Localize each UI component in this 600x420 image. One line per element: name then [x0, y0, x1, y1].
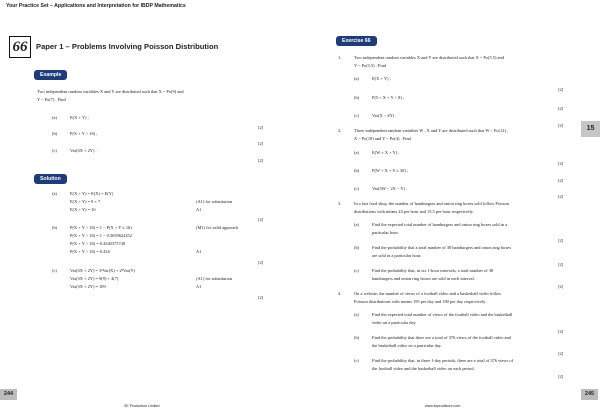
example-part-c-label: (c) — [52, 148, 57, 153]
example-part-c-mark: [2] — [258, 158, 264, 163]
q3-part-c-mark: [2] — [558, 284, 564, 289]
q4-part-b-label: (b) — [354, 335, 360, 340]
q2-part-c-label: (c) — [354, 186, 359, 191]
q2-part-c-text: Var(3W − 2X − Y) . — [372, 186, 408, 191]
solution-c-line2: Var(3X + 2Y) = 9(9) + 4(7) — [70, 276, 119, 281]
q2-part-b-label: (b) — [354, 168, 360, 173]
solution-b-line4: P(X + Y > 16) = 0.434 — [70, 249, 110, 254]
q3-part-c-label: (c) — [354, 268, 359, 273]
solution-b-mark: [2] — [258, 260, 264, 265]
solution-b-line2: P(X + Y > 16) = 1 − 0.5659624252 — [70, 233, 132, 238]
q2-part-b-mark: [2] — [558, 178, 564, 183]
example-part-b-label: (b) — [52, 131, 58, 136]
q4-part-c-label: (c) — [354, 358, 359, 363]
solution-a-mark: [2] — [258, 217, 264, 222]
solution-c-note1: (A1) for substitution — [196, 276, 233, 281]
exercise-tag: Exercise 66 — [336, 36, 377, 46]
solution-b-line3: P(X + Y > 16) = 0.4340375748 — [70, 241, 126, 246]
q4-stem-line1: On a website, the number of views of a football video and a basketball video follow — [354, 291, 502, 296]
right-page-number: 245 — [581, 389, 598, 400]
example-intro-line2: Y ~ Po(7) . Find — [37, 97, 66, 102]
example-tag: Example — [34, 70, 67, 80]
q2-part-a-label: (a) — [354, 150, 359, 155]
website-footer: www.seprodstore.com — [425, 404, 461, 408]
q2-part-a-text: E(W + X + Y) ; — [372, 150, 400, 155]
example-part-a-mark: [2] — [258, 125, 264, 130]
q3-part-b-mark: [2] — [558, 262, 564, 267]
chapter-side-tab: 15 — [581, 121, 600, 137]
q2-stem-line2: X ~ Po(18) and Y ~ Po(4) . Find — [354, 136, 411, 141]
solution-tag: Solution — [34, 174, 67, 184]
solution-a-note2: A1 — [196, 207, 202, 212]
q1-part-a-mark: [2] — [558, 87, 564, 92]
q1-part-c-mark: [2] — [558, 123, 564, 128]
q4-part-a-mark: [2] — [558, 329, 564, 334]
q4-part-a-text-line1: Find the expected total number of views of the football video and the basketball — [372, 312, 513, 317]
q4-part-c-text-line2: the football video and the basketball video on each period. — [372, 366, 475, 371]
q2-part-a-mark: [2] — [558, 161, 564, 166]
solution-a-line1: E(X + Y) = E(X) + E(Y) — [70, 191, 114, 196]
q3-part-b-label: (b) — [354, 245, 360, 250]
publisher-footer: SE Production Limited — [124, 404, 160, 408]
q3-stem-line1: In a fast food shop, the number of hamburgers and onion ring boxes sold follow Poisson — [354, 201, 510, 206]
q3-stem-line2: distributions with means 24 per hour and 15.5 per hour respectively. — [354, 209, 474, 214]
q1-part-a-label: (a) — [354, 76, 359, 81]
chapter-title: Paper 1 – Problems Involving Poisson Distribution — [36, 42, 219, 51]
q1-part-a-text: E(X + Y) ; — [372, 76, 391, 81]
q3-part-c-text-line2: hamburgers and onion ring boxes are sold in each interval. — [372, 276, 475, 281]
q1-part-b-mark: [2] — [558, 106, 564, 111]
chapter-number: 66 — [9, 36, 31, 58]
solution-b-line1: P(X + Y > 16) = 1 − P(X + Y ≤ 16) — [70, 225, 132, 230]
q3-part-c-text-line1: Find the probability that, in six 1-hour intervals, a total number of 38 — [372, 268, 494, 273]
solution-b-note2: A1 — [196, 249, 202, 254]
example-part-a-text: E(X + Y) ; — [70, 115, 89, 120]
q4-part-b-text-line1: Find the probability that there are a total of 376 views of the football video and — [372, 335, 511, 340]
q1-part-b-text: P(5 < X + Y < 8) ; — [372, 95, 405, 100]
solution-a-label: (a) — [52, 191, 57, 196]
solution-b-label: (b) — [52, 225, 58, 230]
q3-part-b-text-line2: are sold in a particular hour. — [372, 253, 422, 258]
q2-part-c-mark: [2] — [558, 194, 564, 199]
q4-part-a-text-line2: video on a particular day. — [372, 320, 417, 325]
q1-part-b-label: (b) — [354, 95, 360, 100]
q1-part-c-label: (c) — [354, 113, 359, 118]
q4-part-a-label: (a) — [354, 312, 359, 317]
q3-part-a-text-line1: Find the expected total number of hamburgers and onion ring boxes sold in a — [372, 222, 508, 227]
q2-part-b-text: P(W + X + Y ≥ 30) ; — [372, 168, 409, 173]
example-part-c-text: Var(3X + 2Y) . — [70, 148, 97, 153]
solution-c-mark: [2] — [258, 295, 264, 300]
q4-part-c-text-line1: Find the probability that, in three 1-day periods, there are a total of 376 views of — [372, 358, 514, 363]
solution-b-note1: (M1) for valid approach — [196, 225, 239, 230]
example-part-b-text: P(X + Y > 16) ; — [70, 131, 98, 136]
solution-c-label: (c) — [52, 268, 57, 273]
example-part-a-label: (a) — [52, 115, 57, 120]
q2-stem-line1: Three independent random variables W , X and Y are distributed such that W ~ Po(12) , — [354, 128, 509, 133]
solution-a-note1: (A1) for substitution — [196, 199, 233, 204]
example-part-b-mark: [2] — [258, 141, 264, 146]
solution-c-note2: A1 — [196, 284, 202, 289]
q1-part-c-text: Var(X − 4Y) . — [372, 113, 397, 118]
q4-number: 4. — [338, 291, 342, 296]
solution-c-line3: Var(3X + 2Y) = 109 — [70, 284, 106, 289]
q3-part-a-text-line2: particular hour. — [372, 230, 399, 235]
q4-part-b-mark: [2] — [558, 351, 564, 356]
q1-stem-line1: Two independent random variables X and Y are distributed such that X ~ Po(5.5) and — [354, 55, 504, 60]
q3-number: 3. — [338, 201, 342, 206]
left-page-number: 244 — [0, 389, 17, 400]
q2-number: 2. — [338, 128, 342, 133]
example-intro-line1: Two independent random variables X and Y are distributed such that X ~ Po(9) and — [37, 89, 184, 94]
q4-stem-line2: Poisson distributions with means 195 per day and 180 per day respectively. — [354, 299, 487, 304]
q3-part-b-text-line1: Find the probability that a total number of 38 hamburgers and onion ring boxes — [372, 245, 512, 250]
q4-part-c-mark: [2] — [558, 374, 564, 379]
q3-part-a-label: (a) — [354, 222, 359, 227]
q1-number: 1. — [338, 55, 342, 60]
q1-stem-line2: Y ~ Po(3.5) . Find — [354, 63, 386, 68]
q4-part-b-text-line2: the basketball video on a particular day. — [372, 343, 442, 348]
solution-c-line1: Var(3X + 2Y) = 3²Var(X) + 2²Var(Y) — [70, 268, 136, 273]
solution-a-line3: E(X + Y) = 16 — [70, 207, 96, 212]
solution-a-line2: E(X + Y) = 9 + 7 — [70, 199, 101, 204]
series-title: Your Practice Set – Applications and Interpretation for IBDP Mathematics — [6, 3, 186, 9]
q3-part-a-mark: [2] — [558, 238, 564, 243]
